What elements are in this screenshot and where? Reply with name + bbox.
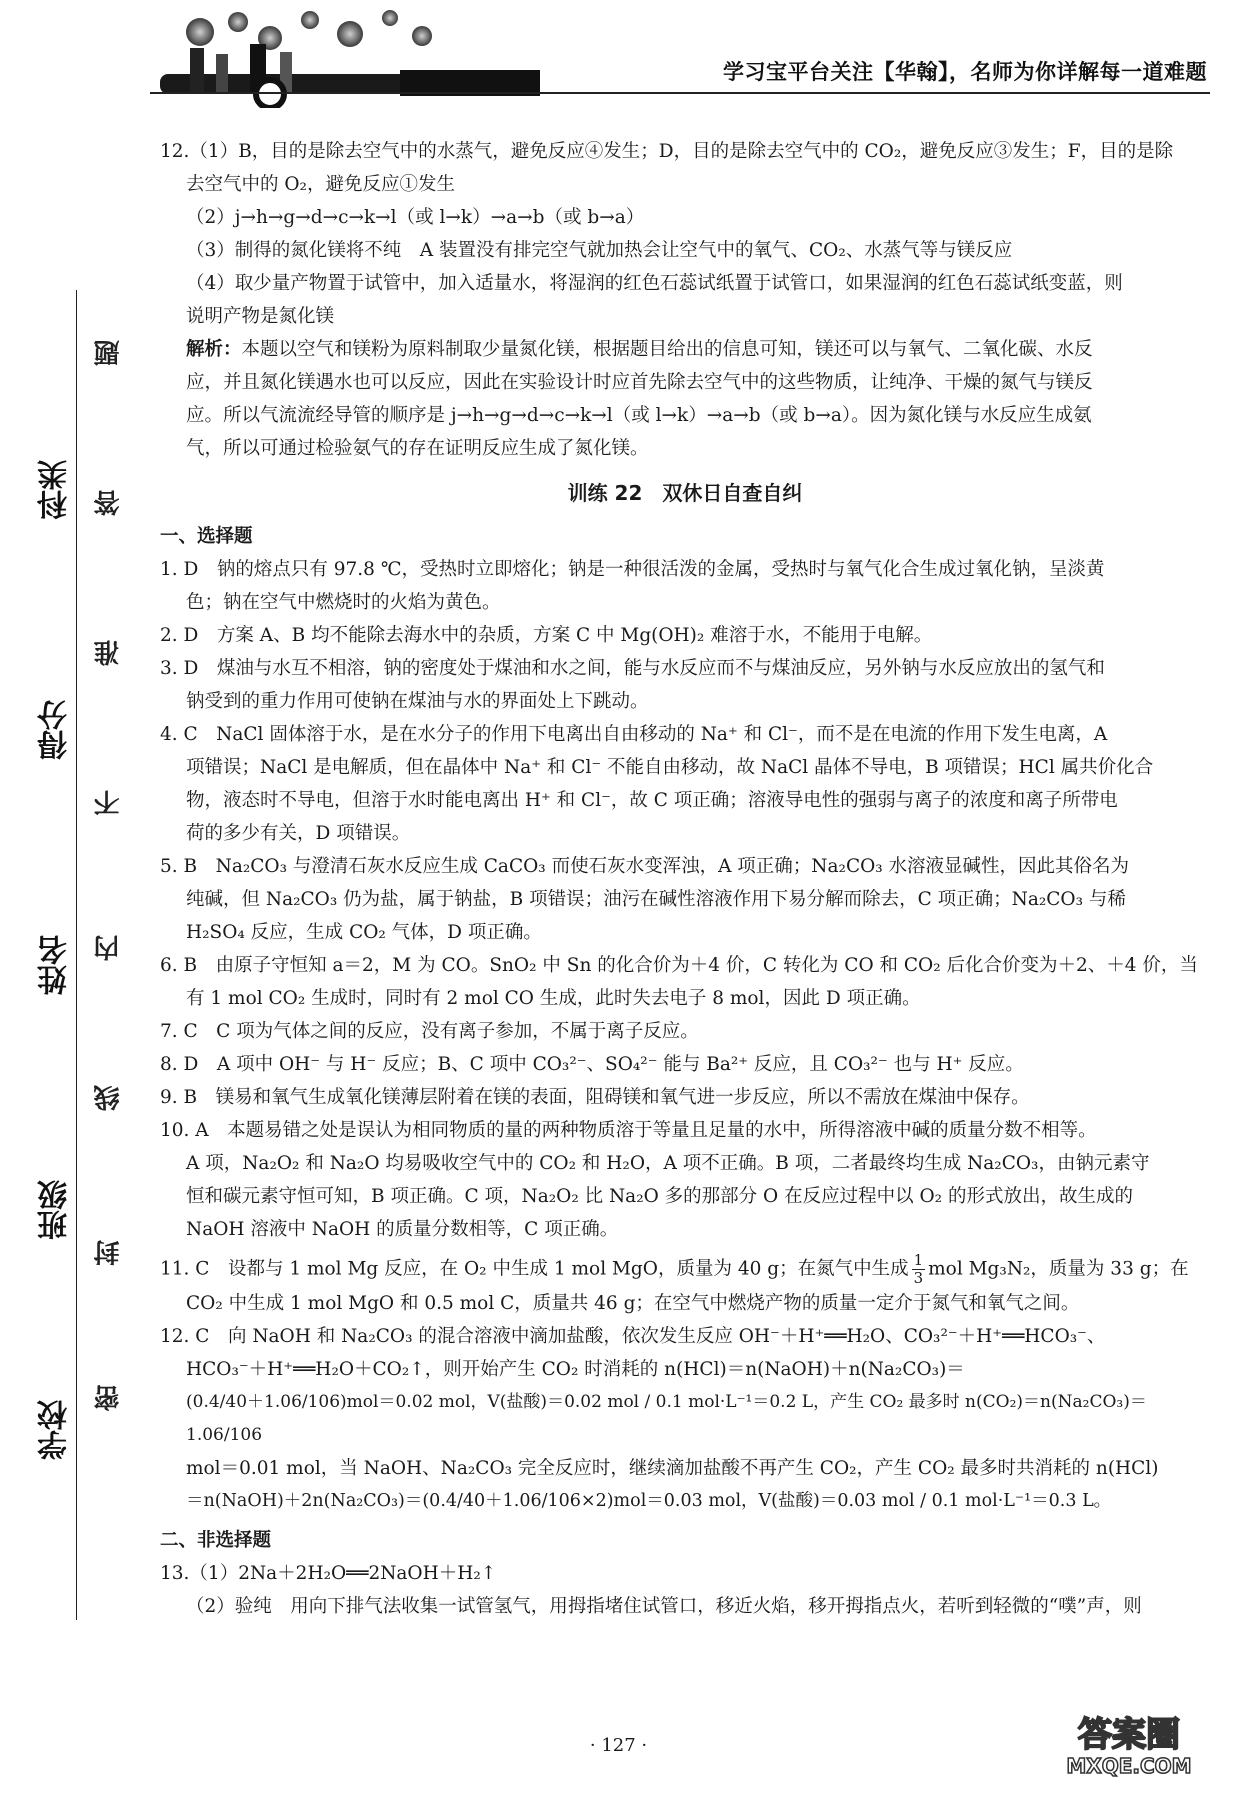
item-7: 7. C C 项为气体之间的反应，没有离子参加，不属于离子反应。 <box>160 1021 699 1042</box>
item-2: 2. D 方案 A、B 均不能除去海水中的杂质，方案 C 中 Mg(OH)₂ 难溶于水，不能用于电解。 <box>160 625 933 646</box>
item-5-line3: H₂SO₄ 反应，生成 CO₂ 气体，D 项正确。 <box>186 922 542 943</box>
watermark-logo <box>1039 1716 1219 1786</box>
item-12-line1: 12. C 向 NaOH 和 Na₂CO₃ 的混合溶液中滴加盐酸，依次发生反应 OH⁻＋H⁺══H₂O、CO₃²⁻＋H⁺══HCO₃⁻、 <box>160 1326 1106 1347</box>
header-rule <box>150 92 1210 94</box>
q12-analysis-2: 应，并且氮化镁遇水也可以反应，因此在实验设计时应首先除去空气中的这些物质，让纯净、干燥的氮气与镁反 <box>186 372 1093 393</box>
answer-content <box>160 135 1210 1623</box>
watermark-top-text: 答案圈 <box>1078 1715 1180 1755</box>
fraction-numerator: 1 <box>913 1251 924 1269</box>
seal-char-mi: 密 <box>94 1385 124 1411</box>
margin-label-score: 得分 <box>38 700 73 760</box>
seal-char-ti: 题 <box>94 340 124 366</box>
seal-char-da: 答 <box>94 490 124 516</box>
analysis-label: 解析： <box>186 339 242 360</box>
q12-analysis-1 <box>160 333 1210 366</box>
margin-label-subject: 科类 <box>38 460 73 520</box>
page-number: · 127 · <box>589 1735 648 1756</box>
item-5-line1: 5. B Na₂CO₃ 与澄清石灰水反应生成 CaCO₃ 而使石灰水变浑浊，A 项正确；Na₂CO₃ 水溶液显碱性，因此其俗名为 <box>160 856 1130 877</box>
section-title: 训练 22 双休日自查自纠 <box>567 481 803 505</box>
q12-line4: （3）制得的氮化镁将不纯 A 装置没有排完空气就加热会让空气中的氧气、CO₂、水蒸气等与镁反应 <box>186 240 1013 261</box>
item-1-line2: 色；钠在空气中燃烧时的火焰为黄色。 <box>186 592 501 613</box>
item-12-line3: (0.4/40＋1.06/106)mol＝0.02 mol，V(盐酸)＝0.02 mol / 0.1 mol·L⁻¹＝0.2 L，产生 CO₂ 最多时 n(CO₂)＝n(Na₂CO₃)＝1.06/106 <box>186 1392 1147 1445</box>
item-8: 8. D A 项中 OH⁻ 与 H⁻ 反应；B、C 项中 CO₃²⁻、SO₄²⁻ 能与 Ba²⁺ 反应，且 CO₃²⁻ 也与 H⁺ 反应。 <box>160 1054 1024 1075</box>
fraction-denominator: 3 <box>913 1269 924 1287</box>
item-12-line5: ＝n(NaOH)＋2n(Na₂CO₃)＝(0.4/40＋1.06/106×2)mol＝0.03 mol，V(盐酸)＝0.03 mol / 0.1 mol·L⁻¹＝0.3 L。 <box>186 1491 1112 1511</box>
item-6-line1: 6. B 由原子守恒知 a＝2，M 为 CO。SnO₂ 中 Sn 的化合价为＋4 价，C 转化为 CO 和 CO₂ 后化合价变为＋2、＋4 价，当 <box>160 955 1198 976</box>
item-11-line2: CO₂ 中生成 1 mol MgO 和 0.5 mol C，质量共 46 g；在空气中燃烧产物的质量一定介于氮气和氧气之间。 <box>186 1293 1080 1314</box>
q12-line6: 说明产物是氮化镁 <box>186 306 335 327</box>
q13-line1: 13.（1）2Na＋2H₂O══2NaOH＋H₂↑ <box>160 1563 497 1584</box>
q12-line5: （4）取少量产物置于试管中，加入适量水，将湿润的红色石蕊试纸置于试管口，如果湿润的红色石蕊试纸变蓝，则 <box>186 273 1123 294</box>
margin-label-school: 学校 <box>38 1400 73 1460</box>
item-1-line1: 1. D 钠的熔点只有 97.8 ℃，受热时立即熔化；钠是一种很活泼的金属，受热时与氧气化合生成过氧化钠，呈淡黄 <box>160 559 1105 580</box>
analysis-text: 本题以空气和镁粉为原料制取少量氮化镁，根据题目给出的信息可知，镁还可以与氧气、二氧化碳、水反 <box>241 339 1093 360</box>
seal-char-feng: 封 <box>94 1240 124 1266</box>
seal-char-nei: 内 <box>94 935 124 961</box>
seal-char-bu: 不 <box>94 790 124 816</box>
item-10-line2: A 项，Na₂O₂ 和 Na₂O 均易吸收空气中的 CO₂ 和 H₂O，A 项不正确。B 项，二者最终均生成 Na₂CO₃，由钠元素守 <box>186 1153 1150 1174</box>
item-4-line3: 物，液态时不导电，但溶于水时能电离出 H⁺ 和 Cl⁻，故 C 项正确；溶液导电性的强弱与离子的浓度和离子所带电 <box>186 790 1118 811</box>
item-4-line4: 荷的多少有关，D 项错误。 <box>186 823 411 844</box>
q12-line1: 12.（1）B，目的是除去空气中的水蒸气，避免反应④发生；D，目的是除去空气中的 CO₂，避免反应③发生；F，目的是除 <box>160 141 1174 162</box>
q13-line2: （2）验纯 用向下排气法收集一试管氢气，用拇指堵住试管口，移近火焰，移开拇指点火，若听到轻微的“噗”声，则 <box>186 1596 1142 1617</box>
item-10-line1: 10. A 本题易错之处是误认为相同物质的量的两种物质溶于等量且足量的水中，所得溶液中碱的质量分数不相等。 <box>160 1120 1097 1141</box>
seal-char-zhun: 准 <box>94 640 124 666</box>
item-10-line4: NaOH 溶液中 NaOH 的质量分数相等，C 项正确。 <box>186 1219 619 1240</box>
seal-char-xian: 线 <box>94 1085 124 1111</box>
q12-analysis-3: 应。所以气流流经导管的顺序是 j→h→g→d→c→k→l（或 l→k）→a→b（或 b→a）。因为氮化镁与水反应生成氨 <box>186 405 1092 426</box>
q12-line2: 去空气中的 O₂，避免反应①发生 <box>186 174 455 195</box>
item-4-line2: 项错误；NaCl 是电解质，但在晶体中 Na⁺ 和 Cl⁻ 不能自由移动，故 NaCl 晶体不导电，B 项错误；HCl 属共价化合 <box>186 757 1154 778</box>
item-11-fraction <box>912 1252 926 1287</box>
item-3-line1: 3. D 煤油与水互不相溶，钠的密度处于煤油和水之间，能与水反应而不与煤油反应，另外钠与水反应放出的氢气和 <box>160 658 1105 679</box>
margin-label-name: 姓名 <box>38 935 73 995</box>
item-3-line2: 钠受到的重力作用可使钠在煤油与水的界面处上下跳动。 <box>186 691 649 712</box>
item-4-line1: 4. C NaCl 固体溶于水，是在水分子的作用下电离出自由移动的 Na⁺ 和 Cl⁻，而不是在电流的作用下发生电离，A <box>160 724 1108 745</box>
item-5-line2: 纯碱，但 Na₂CO₃ 仍为盐，属于钠盐，B 项错误；油污在碱性溶液作用下易分解而除去，C 项正确；Na₂CO₃ 与稀 <box>186 889 1126 910</box>
part2-title: 二、非选择题 <box>160 1530 272 1551</box>
q12-analysis-4: 气，所以可通过检验氨气的存在证明反应生成了氮化镁。 <box>186 438 649 459</box>
watermark-bottom-text: MXQE.COM <box>1066 1754 1192 1778</box>
item-11-line1 <box>160 1252 1210 1287</box>
part1-title: 一、选择题 <box>160 526 253 547</box>
item-10-line3: 恒和碳元素守恒可知，B 项正确。C 项，Na₂O₂ 比 Na₂O 多的那部分 O 在反应过程中以 O₂ 的形式放出，故生成的 <box>186 1186 1133 1207</box>
item-11-text-a: 11. C 设都与 1 mol Mg 反应，在 O₂ 中生成 1 mol MgO，质量为 40 g；在氮气中生成 <box>160 1258 909 1280</box>
item-11-text-b: mol Mg₃N₂，质量为 33 g；在 <box>928 1258 1189 1280</box>
q12-line3: （2）j→h→g→d→c→k→l（或 l→k）→a→b（或 b→a） <box>186 207 645 228</box>
item-12-line4: mol＝0.01 mol，当 NaOH、Na₂CO₃ 完全反应时，继续滴加盐酸不再产生 CO₂，产生 CO₂ 最多时共消耗的 n(HCl) <box>186 1458 1159 1479</box>
item-12-line2: HCO₃⁻＋H⁺══H₂O＋CO₂↑，则开始产生 CO₂ 时消耗的 n(HCl)＝n(NaOH)＋n(Na₂CO₃)＝ <box>186 1359 965 1380</box>
item-6-line2: 有 1 mol CO₂ 生成时，同时有 2 mol CO 生成，此时失去电子 8 mol，因此 D 项正确。 <box>186 988 921 1009</box>
margin-label-class: 班级 <box>38 1180 73 1240</box>
item-9: 9. B 镁易和氧气生成氧化镁薄层附着在镁的表面，阻碍镁和氧气进一步反应，所以不需放在煤油中保存。 <box>160 1087 1030 1108</box>
header-slogan: 学习宝平台关注【华翰】，名师为你详解每一道难题 <box>723 60 1207 84</box>
